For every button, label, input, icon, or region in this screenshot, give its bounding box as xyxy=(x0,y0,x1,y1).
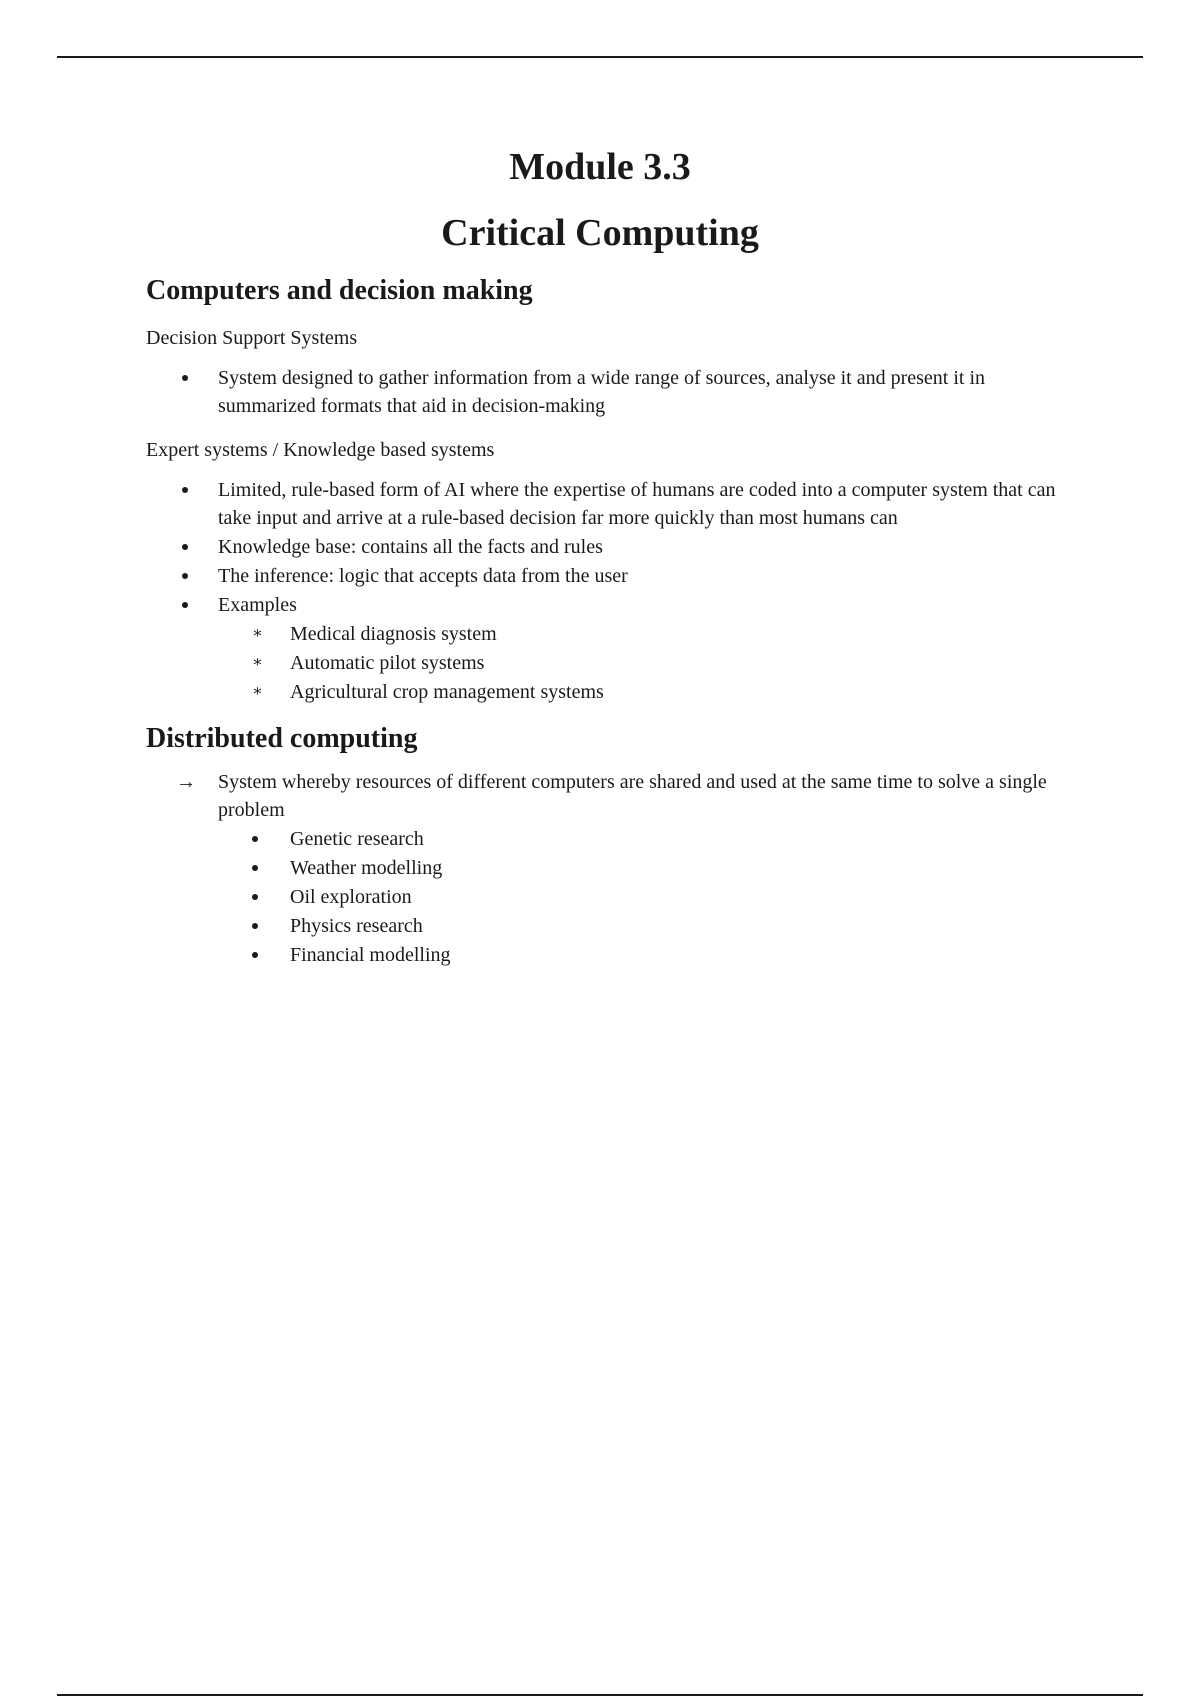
list-item-text: Automatic pilot systems xyxy=(290,652,485,674)
subheading-dss: Decision Support Systems xyxy=(146,327,358,349)
bullet-icon xyxy=(182,591,202,619)
list-item xyxy=(218,620,1066,648)
document-title: Critical Computing xyxy=(441,212,759,254)
section-heading-distributed-computing: Distributed computing xyxy=(146,723,418,754)
list-item xyxy=(146,476,1066,532)
list-item xyxy=(146,533,1066,561)
distributed-uses-list xyxy=(218,825,1066,969)
list-item-text: Limited, rule-based form of AI where the expertise of humans are coded into a computer system that can take input and arrive at a rule-based decision far more quickly than most humans can xyxy=(218,479,1056,529)
list-item xyxy=(146,591,1066,706)
list-item-text: System designed to gather information from a wide range of sources, analyse it and present it in summarized formats that aid in decision-making xyxy=(218,367,986,417)
list-item xyxy=(146,562,1066,590)
list-item xyxy=(218,941,1066,969)
list-item-text: System whereby resources of different computers are shared and used at the same time to solve a single problem xyxy=(218,771,1047,821)
bullet-icon xyxy=(252,941,272,969)
list-item-text: Medical diagnosis system xyxy=(290,623,497,645)
asterisk-icon: ∗ xyxy=(252,683,263,700)
document-body xyxy=(146,140,1066,970)
list-item-text: The inference: logic that accepts data from the user xyxy=(218,565,628,587)
list-item-text: Physics research xyxy=(290,915,423,937)
dss-list xyxy=(146,364,1066,420)
list-item xyxy=(218,854,1066,882)
list-item xyxy=(146,364,1066,420)
module-title: Module 3.3 xyxy=(509,146,691,188)
bullet-icon xyxy=(252,854,272,882)
expert-systems-list xyxy=(146,476,1066,706)
list-item-text: Knowledge base: contains all the facts and rules xyxy=(218,536,603,558)
list-item-text: Genetic research xyxy=(290,828,424,850)
bullet-icon xyxy=(252,825,272,853)
bullet-icon xyxy=(182,364,202,392)
subheading-expert-systems: Expert systems / Knowledge based systems xyxy=(146,439,495,461)
bullet-icon xyxy=(252,883,272,911)
list-item-text: Financial modelling xyxy=(290,944,451,966)
list-item xyxy=(218,825,1066,853)
section-heading-decision-making: Computers and decision making xyxy=(146,275,533,306)
list-item-text: Examples xyxy=(218,594,297,616)
bullet-icon xyxy=(252,912,272,940)
bullet-icon xyxy=(182,533,202,561)
list-item xyxy=(218,678,1066,706)
list-item-text: Weather modelling xyxy=(290,857,443,879)
list-item xyxy=(146,768,1066,969)
list-item-text: Oil exploration xyxy=(290,886,412,908)
arrow-right-icon: → xyxy=(176,771,196,793)
bullet-icon xyxy=(182,562,202,590)
examples-list xyxy=(218,620,1066,706)
footer-rule xyxy=(57,1694,1143,1696)
list-item xyxy=(218,912,1066,940)
list-item xyxy=(218,649,1066,677)
list-item-text: Agricultural crop management systems xyxy=(290,681,604,703)
header-rule xyxy=(57,56,1143,58)
distributed-computing-list xyxy=(146,768,1066,969)
asterisk-icon: ∗ xyxy=(252,625,263,642)
list-item xyxy=(218,883,1066,911)
asterisk-icon: ∗ xyxy=(252,654,263,671)
bullet-icon xyxy=(182,476,202,504)
